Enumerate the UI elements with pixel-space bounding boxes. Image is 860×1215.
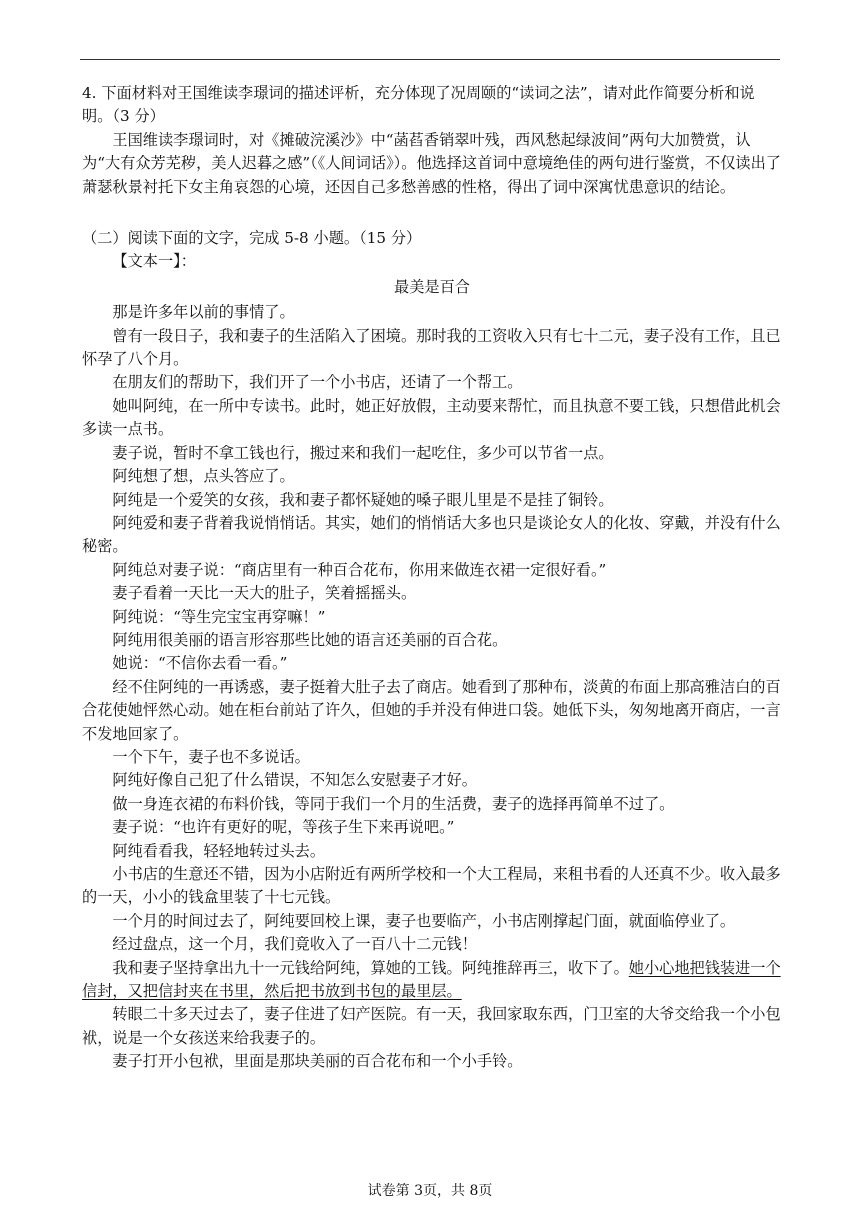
paragraph: 一个下午，妻子也不多说话。 [112,747,310,766]
paragraph: 一个月的时间过去了，阿纯要回校上课，妻子也要临产，小书店刚撑起门面，就面临停业了。 [112,911,736,930]
paragraph-with-underline [82,957,782,1004]
paragraph: 阿纯用很美丽的语言形容那些比她的语言还美丽的百合花。 [112,630,508,649]
paragraph: 阿纯是一个爱笑的女孩，我和妻子都怀疑她的嗓子眼儿里是不是挂了铜铃。 [112,490,614,509]
paragraph: 小书店的生意还不错，因为小店附近有两所学校和一个大工程局，来租书看的人还真不少。收入最多的一天，小小的钱盒里装了十七元钱。 [82,865,781,907]
paragraph: 阿纯爱和妻子背着我说悄悄话。其实，她们的悄悄话大多也只是谈论女人的化妆、穿戴，并没有什么秘密。 [82,513,781,556]
header-rule [80,59,780,60]
article-body [82,301,782,1073]
paragraph: 在朋友们的帮助下，我们开了一个小书店，还请了一个帮工。 [112,373,523,392]
paragraph: 曾有一段日子，我和妻子的生活陷入了困境。那时我的工资收入只有七十二元，妻子没有工作，且已怀孕了八个月。 [82,326,781,369]
paragraph: 那是许多年以前的事情了。 [112,303,295,322]
paragraph: 做一身连衣裙的布料价钱，等同于我们一个月的生活费，妻子的选择再简单不过了。 [112,794,675,813]
section-gap [82,199,782,227]
paragraph: 阿纯好像自己犯了什么错误，不知怎么安慰妻子才好。 [112,771,477,790]
paragraph: 经不住阿纯的一再诱惑，妻子挺着大肚子去了商店。她看到了那种布，淡黄的布面上那高雅洁白的百合花使她怦然心动。她在柜台前站了许久，但她的手并没有伸进口袋。她低下头，匆匆地离开商店，一言不发地回家了。 [82,677,781,743]
section-2-heading: （二）阅读下面的文字，完成 5-8 小题。（15 分） [82,229,422,248]
underlined-sentence: 她小心地把钱装进一个信封，又把信封夹在书里，然后把书放到书包的最里层。 [82,958,781,1001]
paragraph: 经过盘点，这一个月，我们竟收入了一百八十二元钱！ [112,935,477,954]
page-footer: 试卷第 3页，共 8页 [367,1183,493,1199]
paragraph: 她叫阿纯，在一所中专读书。此时，她正好放假，主动要来帮忙，而且执意不要工钱，只想借此机会多读一点书。 [82,396,781,439]
paragraph: 阿纯说：“等生完宝宝再穿嘛！” [112,607,326,626]
paragraph: 转眼二十多天过去了，妻子住进了妇产医院。有一天，我回家取东西，门卫室的大爷交给我一个小包袱，说是一个女孩送来给我妻子的。 [82,1005,781,1047]
paragraph: 妻子说，暂时不拿工钱也行，搬过来和我们一起吃住，多少可以节省一点。 [112,443,614,462]
question-4-text: 4. 下面材料对王国维读李璟词的描述评析，充分体现了况周颐的“读词之法”，请对此作简要分析和说明。（3 分） [82,84,755,126]
article-title: 最美是百合 [394,277,470,296]
paragraph: 阿纯看看我，轻轻地转过头去。 [112,841,326,860]
page-content [82,82,782,1074]
text-one-label: 【文本一】： [112,252,196,271]
paragraph: 她说：“不信你去看一看。” [112,654,288,673]
paragraph: 妻子看着一天比一天大的肚子，笑着摇摇头。 [112,584,417,603]
paragraph: 妻子说：“也许有更好的呢，等孩子生下来再说吧。” [112,818,455,837]
paragraph: 阿纯想了想，点头答应了。 [112,467,295,486]
question-4-material: 王国维读李璟词时，对《摊破浣溪沙》中“菡萏香销翠叶残，西风愁起绿波间”两句大加赞赏，认为“大有众芳芜秽，美人迟暮之感”（《人间词话》）。他选择这首词中意境绝佳的两句进行鉴赏，不仅读出了萧瑟秋景衬托下女主角哀怨的心境，还因自己多愁善感的性格，得出了词中深寓忧患意识的结论。 [82,130,781,196]
paragraph: 阿纯总对妻子说：“商店里有一种百合花布，你用来做连衣裙一定很好看。” [112,560,607,579]
paragraph-lead: 我和妻子坚持拿出九十一元钱给阿纯，算她的工钱。阿纯推辞再三，收下了。 [112,958,629,977]
paragraph: 妻子打开小包袱，里面是那块美丽的百合花布和一个小手铃。 [112,1052,523,1071]
